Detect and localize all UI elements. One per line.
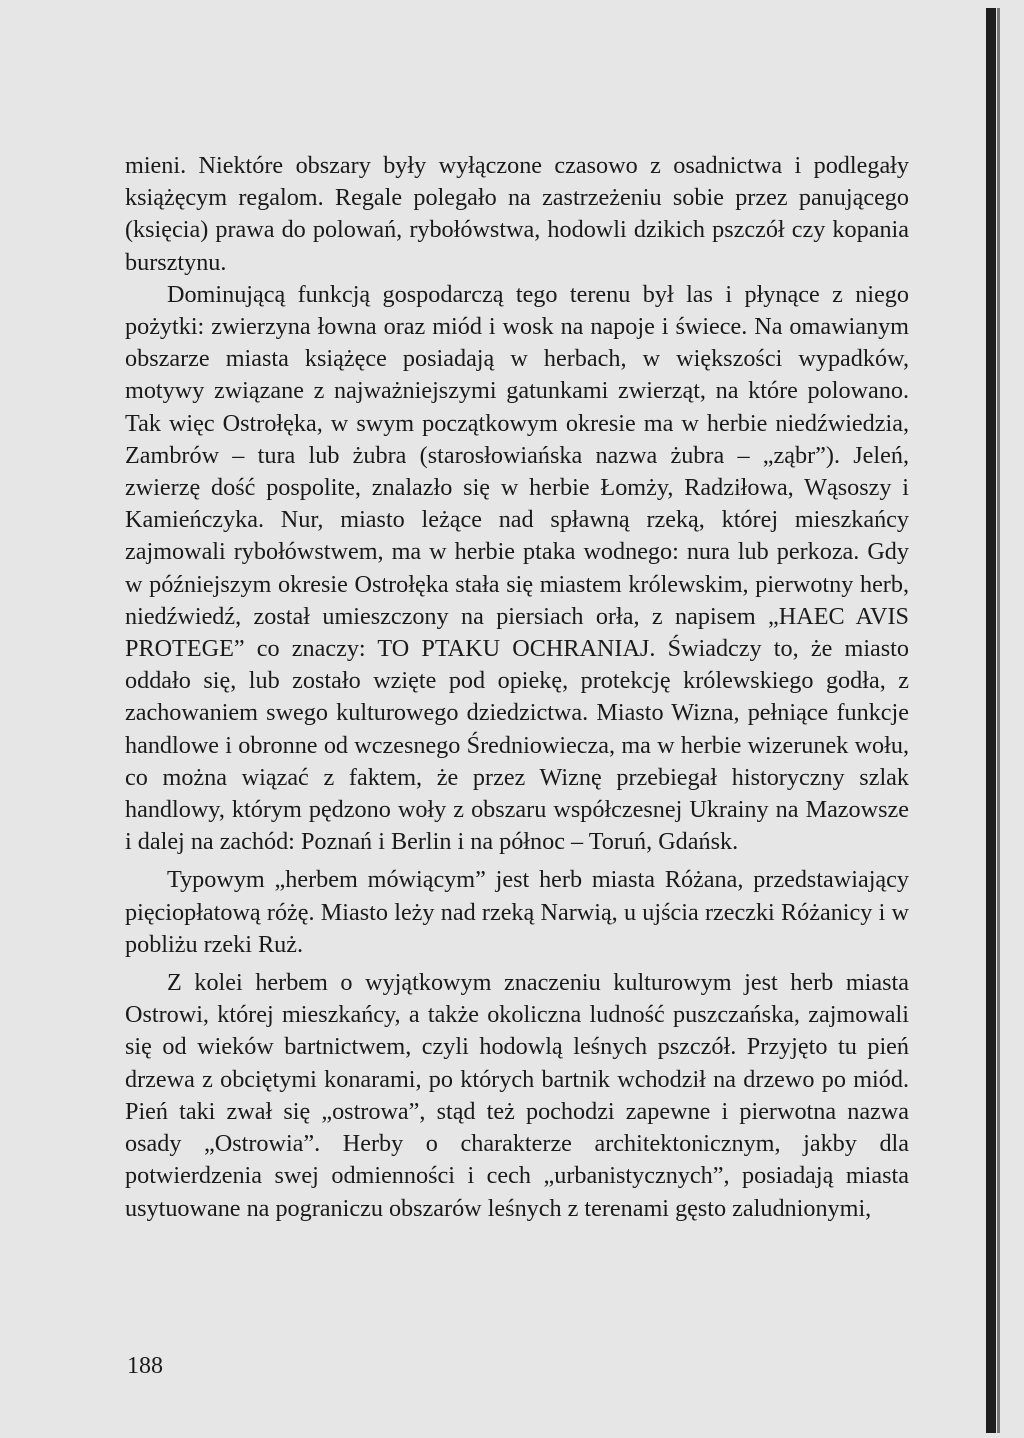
book-spine-edge (997, 8, 1000, 1433)
page-number: 188 (127, 1353, 163, 1379)
paragraph-4: Z kolei herbem o wyjątkowym znaczeniu kulturowym jest herb miasta Ostrowi, której mieszkańcy, a także okoliczna ludność puszczańska, zajmowali się od wieków bartnictwem, czyli hodowlą leśnych pszczół. Przyjęto tu pień drzewa z obciętymi konarami, po których bartnik wchodził na drzewo po miód. Pień taki zwał się „ostrowa”, stąd też pochodzi zapewne i pierwotna nazwa osady „Ostrowia”. Herby o charakterze architektonicznym, jakby dla potwierdzenia swej odmienności i cech „urbanistycznych”, posiadają miasta usytuowane na pograniczu obszarów leśnych z terenami gęsto zaludnionymi, (125, 969, 909, 1222)
book-spine-shadow (986, 8, 996, 1433)
body-text (125, 150, 909, 1225)
paragraph-1: mieni. Niektóre obszary były wyłączone czasowo z osadnictwa i podlegały książęcym regalom. Regale polegało na zastrzeżeniu sobie przez panującego (księcia) prawa do polowań, rybołówstwa, hodowli dzikich pszczół czy kopania bursztynu. (125, 152, 909, 276)
paragraph-2: Dominującą funkcją gospodarczą tego terenu był las i płynące z niego pożytki: zwierzyna łowna oraz miód i wosk na napoje i świece. Na omawianym obszarze miasta książęce posiadają w herbach, w większości wypadków, motywy związane z najważniejszymi gatunkami zwierząt, na które polowano. Tak więc Ostrołęka, w swym początkowym okresie ma w herbie niedźwiedzia, Zambrów – tura lub żubra (starosłowiańska nazwa żubra – „ząbr”). Jeleń, zwierzę dość pospolite, znalazło się w herbie Łomży, Radziłowa, Wąsoszy i Kamieńczyka. Nur, miasto leżące nad spławną rzeką, której mieszkańcy zajmowali rybołówstwem, ma w herbie ptaka wodnego: nura lub perkoza. Gdy w późniejszym okresie Ostrołęka stała się miastem królewskim, pierwotny herb, niedźwiedź, został umieszczony na piersiach orła, z napisem „HAEC AVIS PROTEGE” co znaczy: TO PTAKU OCHRANIAJ. Świadczy to, że miasto oddało się, lub zostało wzięte pod opiekę, protekcję królewskiego godła, z zachowaniem swego kulturowego dziedzictwa. Miasto Wizna, pełniące funkcje handlowe i obronne od wczesnego Średniowiecza, ma w herbie wizerunek wołu, co można wiązać z faktem, że przez Wiznę przebiegał historyczny szlak handlowy, którym pędzono woły z obszaru współczesnej Ukrainy na Mazowsze i dalej na zachód: Poznań i Berlin i na północ – Toruń, Gdańsk. (125, 280, 909, 856)
paragraph-3: Typowym „herbem mówiącym” jest herb miasta Różana, przedstawiający pięciopłatową różę. Miasto leży nad rzeką Narwią, u ujścia rzeczki Różanicy i w pobliżu rzeki Ruż. (125, 866, 909, 958)
